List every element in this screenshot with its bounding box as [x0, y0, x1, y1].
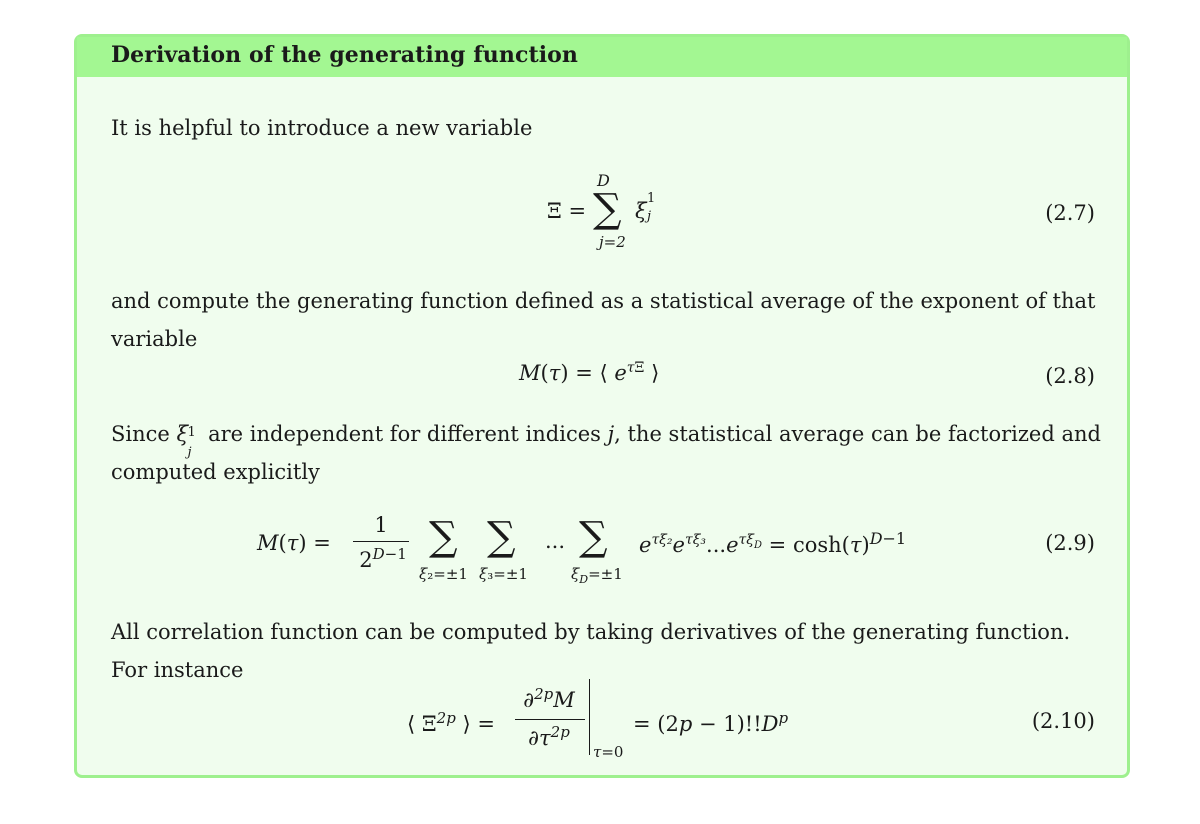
paragraph-part: , the statistical average can be factorized and computed explicitly [111, 422, 1101, 484]
box-title: Derivation of the generating function [111, 42, 579, 68]
paragraph-part: Since [111, 422, 170, 446]
paragraph-generating: and compute the generating function defined as a statistical average of the exponent of that variable [111, 289, 1096, 351]
equation-number-2-10: (2.10) [1031, 709, 1095, 733]
equation-number-2-7: (2.7) [1045, 201, 1095, 225]
paragraph-intro: It is helpful to introduce a new variable [111, 116, 533, 140]
equation-2-8: M(τ) = ⟨ $e^{\tau\Xi}$ ⟩ [519, 360, 660, 385]
box-header [77, 37, 1127, 77]
paragraph-independent: Since ξ 1 j are independent for different indices j, the statistical average can be factorized and computed explicitly [111, 422, 1101, 484]
paragraph-correlation: All correlation function can be computed by taking derivatives of the generating function. For instance [111, 620, 1071, 682]
paragraph-part: j [607, 422, 615, 446]
equation-number-2-8: (2.8) [1045, 364, 1095, 388]
equation-2-9: M(τ) = 1 $2^{D-1}$ ∑ ∑ ... ∑ ξ₂=±1 ξ₃=±1 $\xi_D=\pm 1$ $e^{\tau\xi_2}e^{\tau\xi_3}...e^{\tau\xi_D} = \cosh(\tau)^{D-1}$ [257, 513, 907, 586]
paragraph-part: are independent for different indices [208, 422, 601, 446]
equation-number-2-9: (2.9) [1045, 531, 1095, 555]
theorem-box: Derivation of the generating function It is helpful to introduce a new variable Ξ = D ∑ j=2 ξ 1 j (2.7) and compute the generating function defined as a statistical average of the exponent of that variable M(τ) = ⟨ $e^{\tau\Xi}$ ⟩ (2.8) Since ξ 1 j are independent for different indices j, the statistical average can be factorized and computed explicitly M(τ) = 1 $2^{D-1}$ ∑ ∑ ... ∑ ξ₂=±1 ξ₃=±1 $\xi_D=\pm 1$ $e^{\tau\xi_2}e^{\tau\xi_3}...e^{\tau\xi_D} = \cosh(\tau)^{D-1}$ (2.9) All correlation function can be computed by taking derivatives of the generating function. For instance ⟨ $\Xi^{2p}$ ⟩ = ∂$^{2p}$M $\partial\tau^{2p}$ τ=0 = $(2p - 1)!!D^p$ (2.10) [74, 34, 1130, 778]
equation-2-10: ⟨ $\Xi^{2p}$ ⟩ = ∂$^{2p}$M $\partial\tau^{2p}$ τ=0 = $(2p - 1)!!D^p$ [407, 679, 1007, 769]
